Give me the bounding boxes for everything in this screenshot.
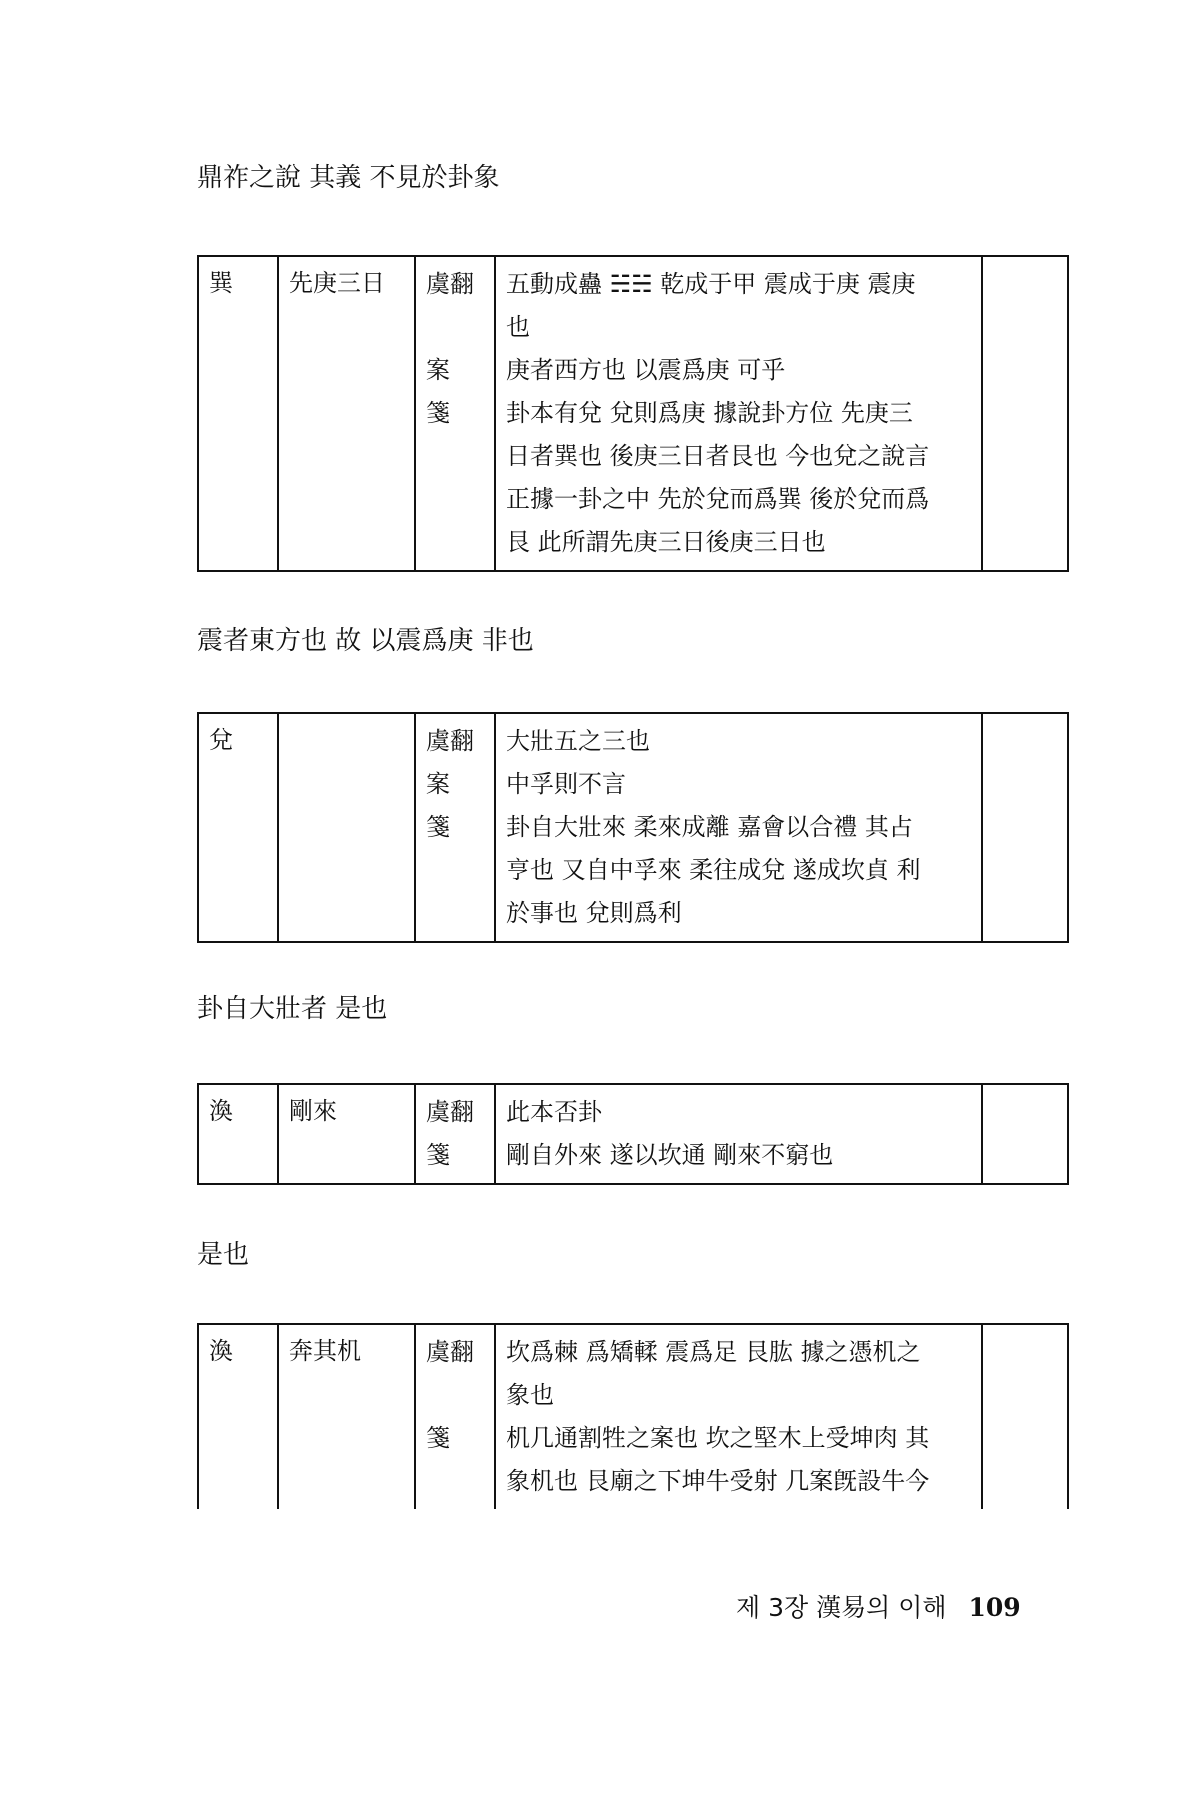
row-label: [426, 521, 484, 564]
row-label: 案: [426, 770, 450, 798]
row-text: 亨也 又自中孚來 柔往成兌 遂成坎貞 利: [506, 856, 921, 884]
phrase-cell: [278, 713, 415, 942]
row-text: 卦本有兌 兌則爲庚 據說卦方位 先庚三: [506, 399, 913, 427]
phrase-cell: 先庚三日: [278, 256, 415, 571]
hexagram-cell: 渙: [198, 1324, 278, 1509]
chapter-title: 제 3장 漢易의 이해: [736, 1593, 947, 1622]
row-text: 象也: [506, 1381, 554, 1409]
phrase-cell: 奔其机: [278, 1324, 415, 1509]
row-text: 此本否卦: [506, 1098, 602, 1126]
row-text: 正據一卦之中 先於兌而爲巽 後於兌而爲: [506, 485, 930, 513]
empty-cell: [982, 256, 1068, 571]
page-footer: [736, 1588, 1021, 1624]
paragraph-4: 是也: [197, 1240, 250, 1270]
label-cell: [415, 1084, 495, 1184]
row-label: 虞翻: [426, 1098, 474, 1126]
row-text: 象机也 艮廟之下坤牛受射 几案旣設牛今: [506, 1467, 930, 1495]
paragraph-1: 鼎祚之說 其義 不見於卦象: [197, 163, 500, 193]
phrase-cell: 剛來: [278, 1084, 415, 1184]
paragraph-3: 卦自大壯者 是也: [197, 994, 388, 1024]
empty-cell: [982, 713, 1068, 942]
row-label: [426, 892, 484, 935]
label-cell: [415, 713, 495, 942]
entry-table-3: [197, 1083, 1069, 1185]
label-cell: [415, 256, 495, 571]
entry-table-1: [197, 255, 1069, 572]
text-cell: [495, 1324, 982, 1509]
empty-cell: [982, 1324, 1068, 1509]
paragraph-2: 震者東方也 故 以震爲庚 非也: [197, 626, 534, 656]
row-label: 案: [426, 356, 450, 384]
row-text: 也: [506, 313, 530, 341]
row-label: 箋: [426, 399, 450, 427]
row-text: 五動成蠱 ☵☵ 乾成于甲 震成于庚 震庚: [506, 270, 916, 298]
row-text: 中孚則不言: [506, 770, 626, 798]
hexagram-cell: 渙: [198, 1084, 278, 1184]
text-cell: [495, 256, 982, 571]
entry-table-2: [197, 712, 1069, 943]
page-number: 109: [968, 1593, 1021, 1622]
row-text: 艮 此所謂先庚三日後庚三日也: [506, 528, 826, 556]
row-label: [426, 306, 484, 349]
row-text: 坎爲棘 爲矯輮 震爲足 艮肱 據之憑机之: [506, 1338, 921, 1366]
row-text: 剛自外來 遂以坎通 剛來不窮也: [506, 1141, 834, 1169]
row-label: 箋: [426, 1141, 450, 1169]
row-label: 虞翻: [426, 727, 474, 755]
row-label: [426, 849, 484, 892]
row-label: [426, 435, 484, 478]
hexagram-cell: 兌: [198, 713, 278, 942]
row-label: 虞翻: [426, 1338, 474, 1366]
row-text: 於事也 兌則爲利: [506, 899, 682, 927]
entry-table-4: [197, 1323, 1069, 1509]
text-cell: [495, 713, 982, 942]
row-text: 机几通割牲之案也 坎之堅木上受坤肉 其: [506, 1424, 930, 1452]
hexagram-cell: 巽: [198, 256, 278, 571]
row-text: 日者巽也 後庚三日者艮也 今也兌之說言: [506, 442, 930, 470]
row-label: [426, 1460, 484, 1503]
label-cell: [415, 1324, 495, 1509]
row-label: [426, 478, 484, 521]
row-label: [426, 1374, 484, 1417]
row-text: 大壯五之三也: [506, 727, 650, 755]
empty-cell: [982, 1084, 1068, 1184]
row-text: 卦自大壯來 柔來成離 嘉會以合禮 其占: [506, 813, 913, 841]
row-label: 虞翻: [426, 270, 474, 298]
text-cell: [495, 1084, 982, 1184]
row-label: 箋: [426, 1424, 450, 1452]
row-label: 箋: [426, 813, 450, 841]
row-text: 庚者西方也 以震爲庚 可乎: [506, 356, 786, 384]
